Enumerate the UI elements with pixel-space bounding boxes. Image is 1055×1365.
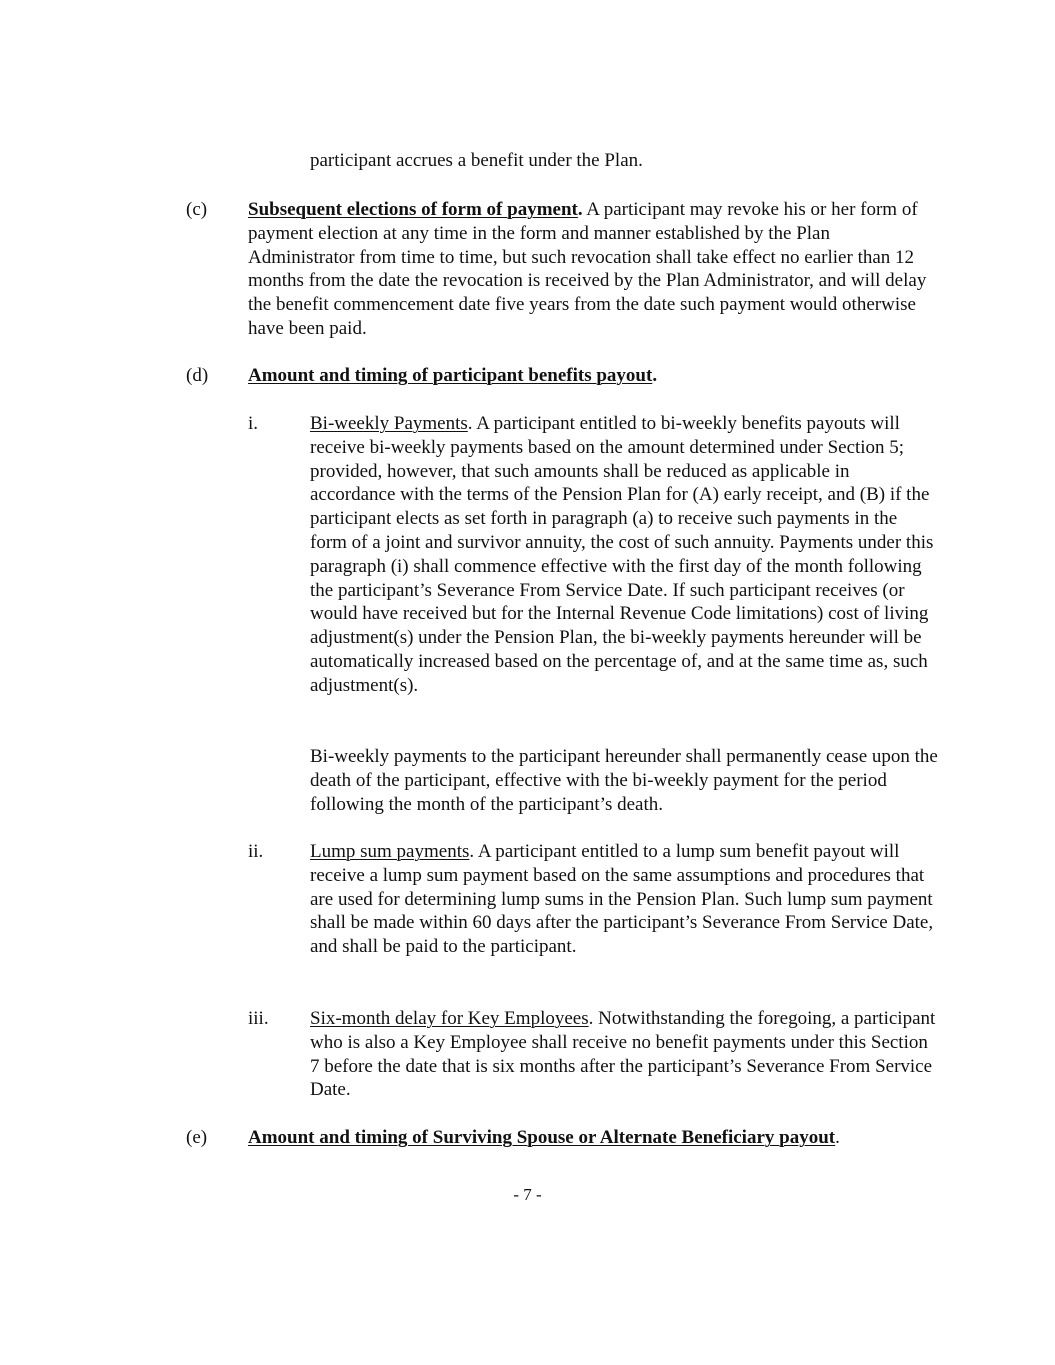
item-i-extra-paragraph: Bi-weekly payments to the participant hereunder shall permanently cease upon the death of the participant, effective with the bi-weekly payment for the period following the month of the participant’s death. [310, 746, 938, 815]
page-number: - 7 - [513, 1185, 542, 1204]
continuation-text: participant accrues a benefit under the Plan. [310, 150, 643, 171]
section-d-heading: Amount and timing of participant benefits payout [248, 365, 653, 386]
item-ii-marker: ii. [248, 841, 264, 862]
item-iii-body: . Notwithstanding the foregoing, a participant who is also a Key Employee shall receive no benefit payments under this Section 7 before the date that is six months after the participant’s Severance From Service Date. [310, 1008, 936, 1101]
section-c-heading-period: . [577, 199, 583, 220]
item-ii-subheading: Lump sum payments [310, 841, 470, 862]
item-iii-subheading: Six-month delay for Key Employees [310, 1008, 589, 1029]
item-iii-paragraph [310, 1007, 938, 1102]
section-d-marker: (d) [186, 365, 209, 386]
item-i-paragraph [310, 412, 938, 698]
section-d-heading-line [248, 364, 936, 388]
item-i-marker: i. [248, 413, 259, 434]
section-d-heading-period: . [652, 365, 658, 386]
item-ii-paragraph [310, 840, 938, 959]
item-i-body: . A participant entitled to bi-weekly benefits payouts will receive bi-weekly payments based on the amount determined under Section 5; provided, however, that such amounts shall be reduced as applicable in accordance with the terms of the Pension Plan for (A) early receipt, and (B) if the participant elects as set forth in paragraph (a) to receive such payments in the form of a joint and survivor annuity, the cost of such annuity. Payments under this paragraph (i) shall commence effective with the first day of the month following the participant’s Severance From Service Date. If such participant receives (or would have received but for the Internal Revenue Code limitations) cost of living adjustment(s) under the Pension Plan, the bi-weekly payments hereunder will be automatically increased based on the percentage of, and at the same time as, such adjustment(s). [310, 413, 934, 696]
item-i-subheading: Bi-weekly Payments [310, 413, 468, 434]
section-c-body: A participant may revoke his or her form of payment election at any time in the form and manner established by the Plan Administrator from time to time, but such revocation shall take effect no earlier than 12 months from the date the revocation is received by the Plan Administrator, and will delay the benefit commencement date five years from the date such payment would otherwise have been paid. [248, 199, 927, 339]
section-e-heading: Amount and timing of Surviving Spouse or Alternate Beneficiary payout [248, 1127, 836, 1148]
section-e-heading-period: . [835, 1127, 840, 1148]
item-iii-marker: iii. [248, 1008, 269, 1029]
section-c-paragraph [248, 198, 936, 341]
section-c-marker: (c) [186, 199, 208, 220]
section-e-marker: (e) [186, 1127, 208, 1148]
section-e-heading-line [248, 1126, 948, 1150]
item-ii-body: . A participant entitled to a lump sum benefit payout will receive a lump sum payment based on the same assumptions and procedures that are used for determining lump sums in the Pension Plan. Such lump sum payment shall be made within 60 days after the participant’s Severance From Service Date, and shall be paid to the participant. [310, 841, 934, 958]
section-c-heading: Subsequent elections of form of payment [248, 199, 578, 220]
